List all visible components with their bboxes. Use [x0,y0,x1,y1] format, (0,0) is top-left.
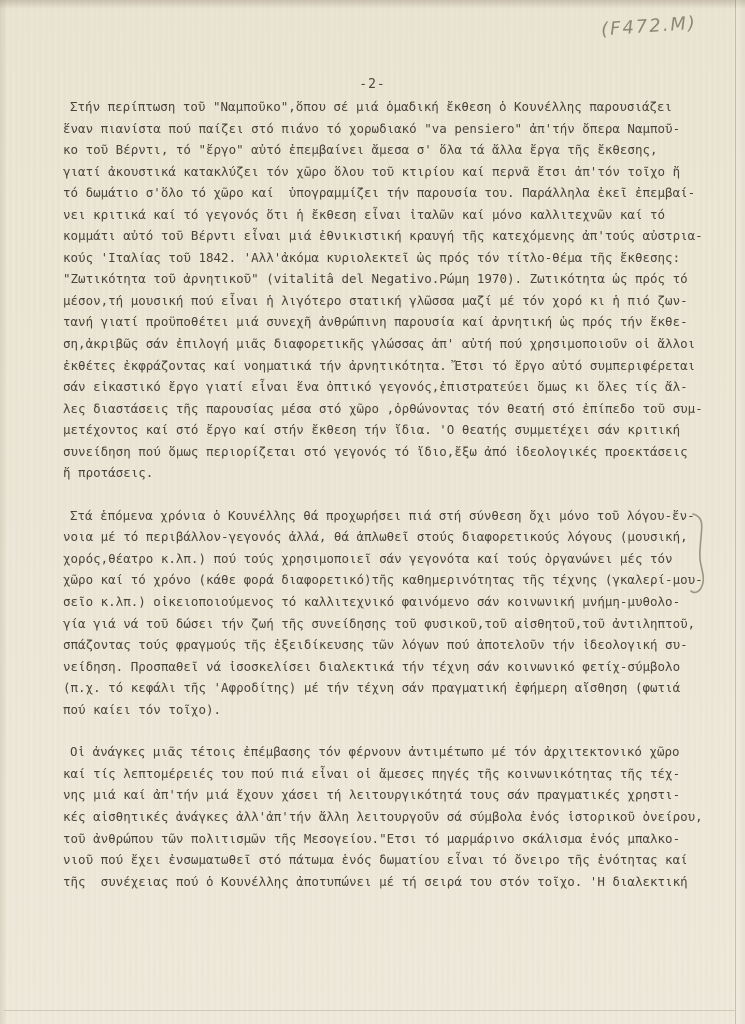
paper-edge-crease [735,0,736,1024]
text-line: σπάζοντας τούς φραγμούς τῆς ἐξειδίκευσης τῶν λόγων πού ἀποτελοῦν τήν ἰδεολογική συ- [63,637,688,653]
paragraph [63,505,723,720]
text-line: κο τοῦ Βέρντι, τό "ἔργο" αὐτό ἐπεμβαίνει ἄμεσα σ' ὅλα τά ἄλλα ἔργα τῆς ἔκθεσης, [63,142,658,158]
paper-bottom-crease [4,1010,735,1011]
text-line: ἕναν πιανίστα πού παίζει στό πιάνο τό χορωδιακό "va pensiero" ἀπ'τήν ὄπερα Ναμποῦ- [63,120,681,136]
handwritten-archive-code: (F472.M) [600,12,698,41]
text-line: κές αἰσθητικές ἀνάγκες ἀλλ'ἀπ'τήν ἄλλη λειτουργοῦν σά σύμβολα ἑνός ἱστορικοῦ ὀνείρου, [63,808,703,824]
text-block [63,96,723,913]
text-line: λες διαστάσεις τῆς παρουσίας μέσα στό χῶρο ,ὀρθώνοντας τόν θεατή στό ἐπίπεδο τοῦ συμ- [63,400,703,416]
paper-edge-shade [736,0,745,1024]
text-line: πού καίει τόν τοῖχο). [63,701,222,717]
text-line: Στήν περίπτωση τοῦ "Ναμποῦκο",ὅπου σέ μιά ὁμαδική ἔκθεση ὁ Κουνέλλης παρουσιάζει [70,99,673,114]
text-line: καί τίς λεπτομέρειές του πού πιά εἶναι οἱ ἄμεσες πηγές τῆς κοινωνικότητας τῆς τέχ- [63,765,681,781]
paragraph [63,741,723,892]
text-line: νοια μέ τό περιβάλλον-γεγονός ἀλλά, θά ἁπλωθεῖ στούς διαφορετικούς λόγους (μουσική, [63,529,688,545]
text-line: μέσον,τή μουσική πού εἶναι ἡ λιγότερο στατική γλῶσσα μαζί μέ τόν χορό κι ἡ πιό ζων- [63,292,688,308]
text-line: γιατί ἀκουστικά κατακλύζει τόν χῶρο ὅλου τοῦ κτιρίου καί περνᾶ ἔτσι ἀπ'τόν τοῖχο ἤ [63,163,681,179]
text-line: νιοῦ πού ἔχει ἐνσωματωθεῖ στό πάτωμα ἑνός δωματίου εἶναι τό ὄνειρο τῆς ἑνότητας καί [63,852,688,868]
text-line: νείδηση. Προσπαθεῖ νά ἰσοσκελίσει διαλεκτικά τήν τέχνη σάν κοινωνικό φετίχ-σύμβολο [63,658,681,674]
text-line: κούς 'Ιταλίας τοῦ 1842. 'Αλλ'ἀκόμα κυριολεκτεῖ ὡς πρός τόν τίτλο-θέμα τῆς ἔκθεσης: [63,249,681,265]
text-line: τό δωμάτιο σ'ὅλο τό χῶρο καί ὑπογραμμίζει τήν παρουσία του. Παράλληλα ἐκεῖ ἐπεμβαί- [63,185,696,201]
text-line: χῶρο καί τό χρόνο (κάθε φορά διαφορετικό)τῆς καθημερινότητας τῆς τέχνης (γκαλερί-μου- [63,572,703,588]
text-line: σεῖο κ.λπ.) οἰκειοποιούμενος τό καλλιτεχνικό φαινόμενο σάν κοινωνική μνήμη-μυθολο- [63,594,681,610]
text-line: κομμάτι αὐτό τοῦ Βέρντι εἶναι μιά ἐθνικιστική κραυγή τῆς κατεχόμενης ἀπ'τούς αὐστρια- [63,228,703,244]
text-line: (π.χ. τό κεφάλι τῆς 'Αφροδίτης) μέ τήν τέχνη σάν πραγματική ἐφήμερη αἴσθηση (φωτιά [63,680,681,696]
text-line: νει κριτικά καί τό γεγονός ὅτι ἡ ἔκθεση εἶναι ἰταλῶν καί μόνο καλλιτεχνῶν καί τό [63,206,666,222]
text-line: ἤ προτάσεις. [63,465,154,481]
handwritten-margin-bracket [689,511,715,597]
page-number: -2- [359,77,386,92]
text-line: συνείδηση πού ὅμως περιορίζεται στό γεγονός τό ἴδιο,ἔξω ἀπό ἰδεολογικές προεκτάσεις [63,443,688,459]
text-line: χορός,θέατρο κ.λπ.) πού τούς χρησιμοποιεῖ σάν γεγονότα καί τούς ὀργανώνει μές τόν [63,550,673,566]
text-line: ἐκθέτες ἐκφράζοντας καί νοηματικά τήν ἀρνητικότητα. Ἔτσι τό ἔργο αὐτό συμπεριφέρεται [63,357,696,373]
text-line: μετέχοντος καί στό ἔργο καί στήν ἔκθεση τήν ἴδια. 'Ο θεατής συμμετέχει σάν κριτική [63,422,681,438]
text-line: νης μιά καί ἀπ'τήν μιά ἔχουν χάσει τή λειτουργικότητά τους σάν πραγματικές χρηστι- [63,787,681,803]
text-line: γία γιά νά τοῦ δώσει τήν ζωή τῆς συνείδησης τοῦ φυσικοῦ,τοῦ αἰσθητοῦ,τοῦ ἀντιληπτοῦ, [63,615,696,631]
paragraph [63,96,723,484]
text-line: τανή γιατί προϋποθέτει μιά συνεχῆ ἀνθρώπινη παρουσία καί ἀρνητική ὡς πρός τήν ἔκθε- [63,314,688,330]
text-line: Στά ἑπόμενα χρόνια ὁ Κουνέλλης θά προχωρήσει πιά στή σύνθεση ὄχι μόνο τοῦ λόγου-ἔν- [70,507,695,523]
text-line: Οἱ ἀνάγκες μιᾶς τέτοις ἐπέμβασης τόν φέρνουν ἀντιμέτωπο μέ τόν ἀρχιτεκτονικό χῶρο [70,744,680,760]
text-line: τοῦ ἀνθρώπου τῶν πολιτισμῶν τῆς Μεσογείου."Ετσι τό μαρμάρινο σκάλισμα ἑνός μπαλκο- [63,830,681,846]
text-line: τῆς συνέχειας πού ὁ Κουνέλλης ἀποτυπώνει μέ τή σειρά του στόν τοῖχο. 'Η διαλεκτική [63,873,688,889]
text-line: σάν εἰκαστικό ἔργο γιατί εἶναι ἕνα ὀπτικό γεγονός,ἐπιστρατεύει ὅμως κι ὅλες τίς ἄλ- [63,379,688,395]
text-line: "Ζωτικότητα τοῦ ἀρνητικοῦ" (vitalitâ del Negativo.Ρώμη 1970). Ζωτικότητα ὡς πρός τό [63,271,688,287]
text-line: ση,ἀκριβῶς σάν ἐπιλογή μιᾶς διαφορετικῆς γλώσσας ἀπ' αὐτή πού χρησιμοποιοῦν οἱ ἄλλοι [63,336,696,352]
